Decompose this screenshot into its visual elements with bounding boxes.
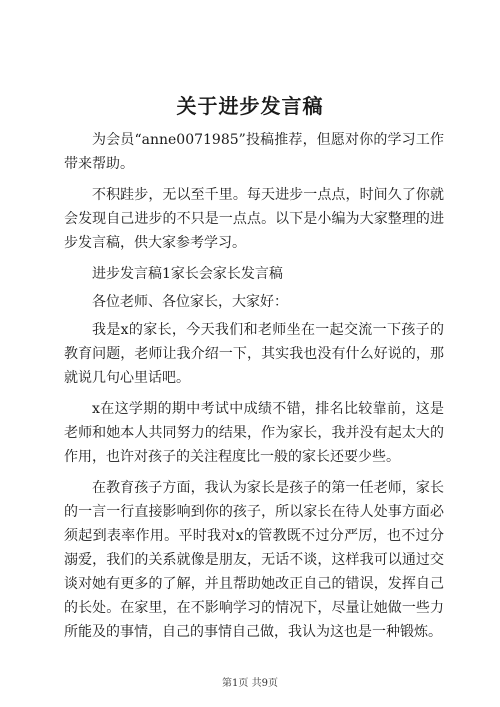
- paragraph-preface: 不积跬步，无以至千里。每天进步一点点，时间久了你就会发现自己进步的不只是一点点。以下是小编为大家整理的进步发言稿，供大家参考学习。: [64, 187, 444, 251]
- page-footer: 第1页 共9页: [222, 678, 278, 689]
- paragraph-self-intro: 我是x的家长，今天我们和老师坐在一起交流一下孩子的教育问题，老师让我介绍一下，其实我也没有什么好说的，那就说几句心里话吧。: [64, 322, 444, 386]
- salutation: 各位老师、各位家长，大家好：: [92, 294, 288, 310]
- document-title: 关于进步发言稿: [176, 94, 324, 118]
- section-heading: 进步发言稿1家长会家长发言稿: [92, 266, 283, 282]
- document-body: [64, 128, 444, 651]
- paragraph-education: 在教育孩子方面，我认为家长是孩子的第一任老师，家长的一言一行直接影响到你的孩子，所以家长在待人处事方面必须起到表率作用。平时我对x的管教既不过分严厉，也不过分溺爱，我们的关系就像是朋友，无话不谈，这样我可以通过交谈对她有更多的了解，并且帮助她改正自己的错误，发挥自己的长处。在家里，在不影响学习的情况下，尽量让她做一些力所能及的事情，自己的事情自己做，我认为这也是一种锻炼。: [64, 480, 444, 640]
- paragraph-grades: x在这学期的期中考试中成绩不错，排名比较靠前，这是老师和她本人共同努力的结果，作为家长，我并没有起太大的作用，也许对孩子的关注程度比一般的家长还要少些。: [64, 401, 444, 465]
- paragraph-intro: 为会员“anne0071985”投稿推荐，但愿对你的学习工作带来帮助。: [64, 132, 444, 172]
